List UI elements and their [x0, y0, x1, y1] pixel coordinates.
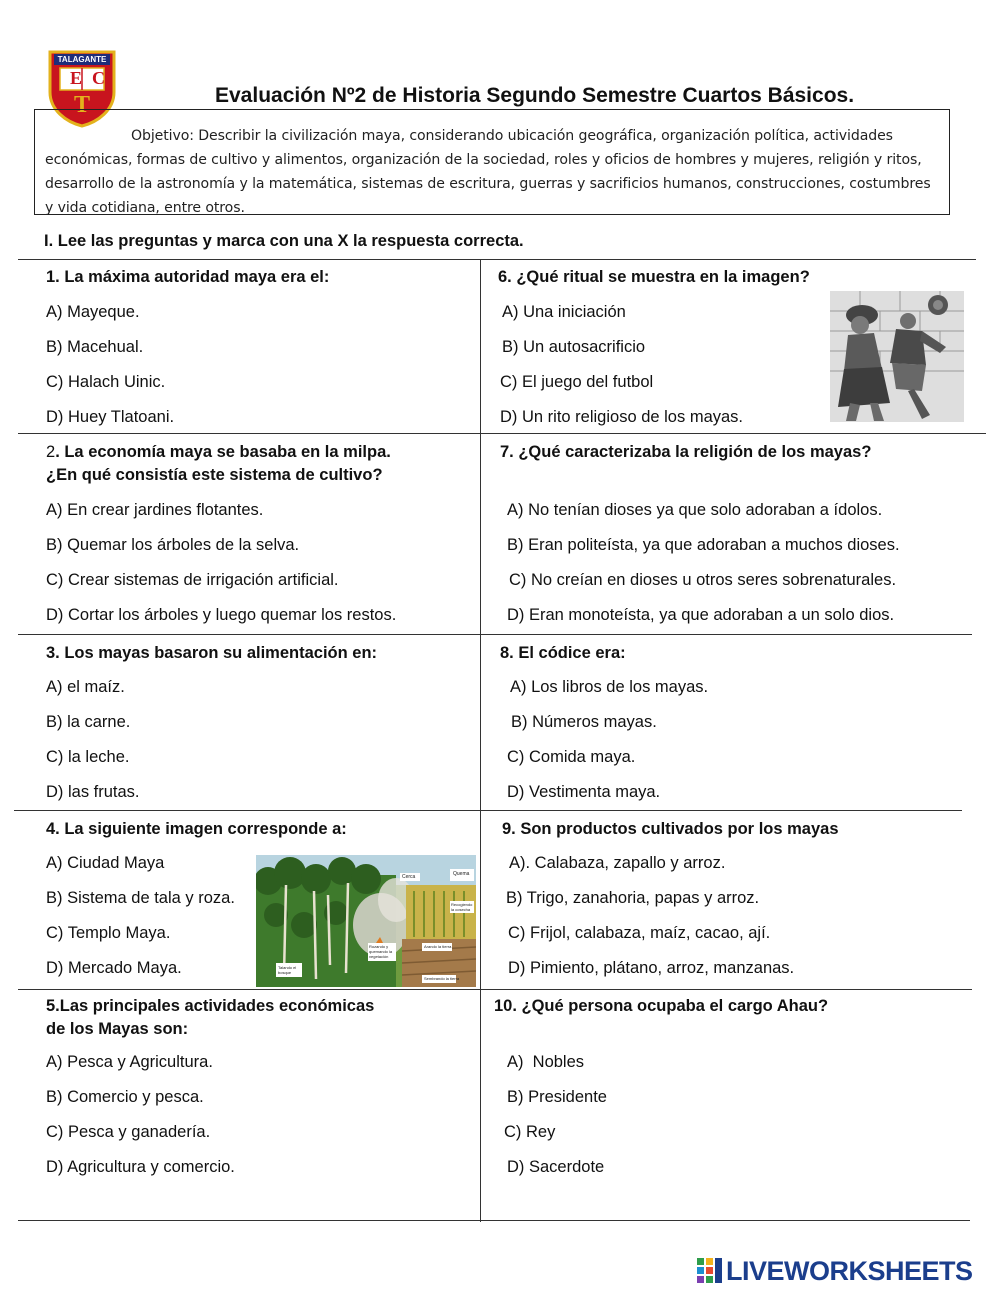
q7-option-c[interactable]: C) No creían en dioses u otros seres sobrenaturales. — [509, 571, 897, 589]
question-2-title — [46, 441, 391, 464]
liveworksheets-logo[interactable] — [697, 1256, 973, 1286]
page-title: Evaluación Nº2 de Historia Segundo Semestre Cuartos Básicos. — [215, 84, 855, 107]
q7-option-b[interactable]: B) Eran politeísta, ya que adoraban a muchos dioses. — [507, 536, 900, 554]
q3-option-a[interactable]: A) el maíz. — [46, 678, 125, 696]
q5-option-b[interactable]: B) Comercio y pesca. — [46, 1088, 204, 1106]
q4-option-d[interactable]: D) Mercado Maya. — [46, 959, 182, 977]
q5-option-d[interactable]: D) Agricultura y comercio. — [46, 1158, 235, 1176]
q8-option-b[interactable]: B) Números mayas. — [511, 713, 657, 731]
q6-option-a[interactable]: A) Una iniciación — [502, 303, 626, 321]
q10-option-a[interactable]: A) Nobles — [507, 1053, 585, 1071]
grid-line — [18, 1220, 970, 1221]
column-divider — [480, 259, 481, 1222]
liveworksheets-icon — [697, 1258, 723, 1284]
q9-option-d[interactable]: D) Pimiento, plátano, arroz, manzanas. — [508, 959, 795, 977]
q4-option-a[interactable]: A) Ciudad Maya — [46, 854, 165, 872]
q8-option-c[interactable]: C) Comida maya. — [507, 748, 636, 766]
grid-line — [18, 989, 972, 990]
q1-option-d[interactable]: D) Huey Tlatoani. — [46, 408, 175, 426]
q8-option-d[interactable]: D) Vestimenta maya. — [507, 783, 661, 801]
q5-option-c[interactable]: C) Pesca y ganadería. — [46, 1123, 211, 1141]
question-2-number: 2 — [46, 443, 56, 461]
q10-option-d[interactable]: D) Sacerdote — [507, 1158, 605, 1176]
milpa-label-recogiendo: Recogiendo la cosecha — [451, 902, 473, 912]
q4-option-c[interactable]: C) Templo Maya. — [46, 924, 171, 942]
question-7-title: 7. ¿Qué caracterizaba la religión de los mayas? — [500, 443, 872, 461]
question-5-title-line1: 5.Las principales actividades económicas — [46, 997, 375, 1015]
question-3-title: 3. Los mayas basaron su alimentación en: — [46, 644, 378, 662]
milpa-label-talando: Talando el bosque — [278, 965, 297, 975]
q8-option-a[interactable]: A) Los libros de los mayas. — [510, 678, 709, 696]
q7-option-a[interactable]: A) No tenían dioses ya que solo adoraban a ídolos. — [507, 501, 883, 519]
question-2-title-line1: . La economía maya se basaba en la milpa. — [55, 443, 391, 461]
question-8-title: 8. El códice era: — [500, 644, 626, 662]
question-10-title: 10. ¿Qué persona ocupaba el cargo Ahau? — [494, 997, 829, 1015]
milpa-image — [256, 855, 476, 987]
q9-option-b[interactable]: B) Trigo, zanahoria, papas y arroz. — [506, 889, 760, 907]
q6-option-d[interactable]: D) Un rito religioso de los mayas. — [500, 408, 744, 426]
grid-line — [18, 634, 972, 635]
q9-option-c[interactable]: C) Frijol, calabaza, maíz, cacao, ají. — [508, 924, 771, 942]
milpa-label-sembrando: Sembrando la tierra — [424, 976, 460, 981]
q3-option-c[interactable]: C) la leche. — [46, 748, 130, 766]
q3-option-d[interactable]: D) las frutas. — [46, 783, 140, 801]
q5-option-a[interactable]: A) Pesca y Agricultura. — [46, 1053, 213, 1071]
section-instructions: I. Lee las preguntas y marca con una X la respuesta correcta. — [44, 232, 524, 250]
q1-option-c[interactable]: C) Halach Uinic. — [46, 373, 166, 391]
logo-top-text: TALAGANTE — [57, 55, 107, 64]
question-4-title: 4. La siguiente imagen corresponde a: — [46, 820, 347, 838]
milpa-label-quema: Quema — [453, 871, 470, 877]
q7-option-d[interactable]: D) Eran monoteísta, ya que adoraban a un solo dios. — [507, 606, 895, 624]
maya-ritual-illustration-icon — [830, 291, 964, 422]
q4-option-b[interactable]: B) Sistema de tala y roza. — [46, 889, 235, 907]
brand-name: LIVEWORKSHEETS — [726, 1255, 973, 1286]
logo-initials: EC — [70, 68, 116, 88]
q9-option-a[interactable]: A). Calabaza, zapallo y arroz. — [509, 854, 726, 872]
milpa-label-rozando: Rozando y quemando la vegetación — [369, 944, 393, 959]
milpa-label-cerca: Cerca — [402, 874, 416, 880]
objective-text: Objetivo: Describir la civilización maya, considerando ubicación geográfica, organización política, actividades económicas, formas de cultivo y alimentos, organización de la sociedad, roles y oficios de hombres y mujeres, religión y ritos, desarrollo de la astronomía y la matemática, sistemas de escritura, guerras y sacrificios humanos, construcciones, costumbres y vida cotidiana, entre otros. — [45, 128, 931, 216]
question-6-title: 6. ¿Qué ritual se muestra en la imagen? — [498, 268, 810, 286]
q10-option-c[interactable]: C) Rey — [504, 1123, 556, 1141]
question-5-title-line2: de los Mayas son: — [46, 1020, 189, 1038]
q2-option-c[interactable]: C) Crear sistemas de irrigación artificial. — [46, 571, 339, 589]
q6-option-b[interactable]: B) Un autosacrificio — [502, 338, 646, 356]
grid-line — [18, 259, 976, 260]
question-2-title-line2: ¿En qué consistía este sistema de cultivo? — [46, 466, 383, 484]
q1-option-a[interactable]: A) Mayeque. — [46, 303, 140, 321]
milpa-label-arando: Arando la tierra — [424, 944, 452, 949]
logo-letter: T — [73, 92, 90, 118]
question-1-title: 1. La máxima autoridad maya era el: — [46, 268, 330, 286]
q2-option-d[interactable]: D) Cortar los árboles y luego quemar los restos. — [46, 606, 397, 624]
q1-option-b[interactable]: B) Macehual. — [46, 338, 144, 356]
ritual-image — [830, 291, 964, 422]
grid-line — [18, 433, 986, 434]
objective-box — [34, 109, 950, 215]
q6-option-c[interactable]: C) El juego del futbol — [500, 373, 654, 391]
q3-option-b[interactable]: B) la carne. — [46, 713, 131, 731]
question-9-title: 9. Son productos cultivados por los mayas — [502, 820, 839, 838]
q2-option-b[interactable]: B) Quemar los árboles de la selva. — [46, 536, 300, 554]
q10-option-b[interactable]: B) Presidente — [507, 1088, 607, 1106]
q2-option-a[interactable]: A) En crear jardines flotantes. — [46, 501, 264, 519]
grid-line — [14, 810, 962, 811]
